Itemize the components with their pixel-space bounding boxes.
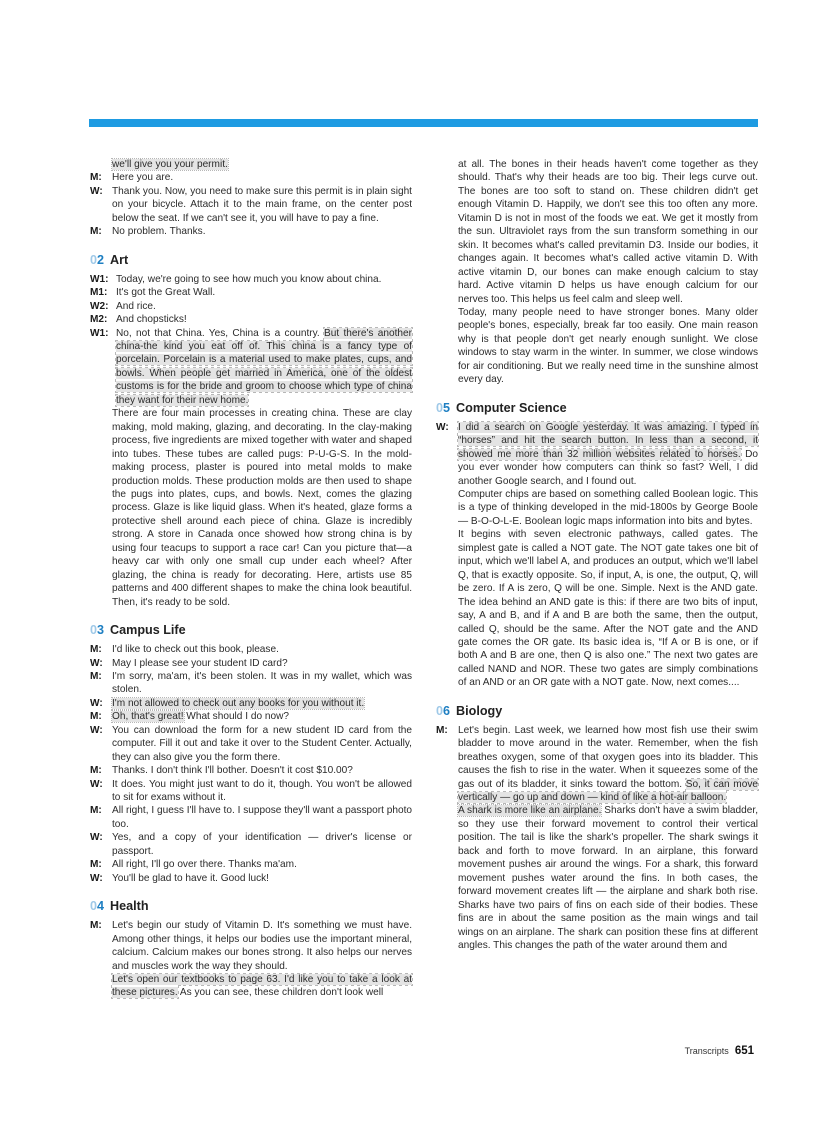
speaker-label: M: [90,805,102,817]
highlighted-text: So, it can move vertically — go up and down — kind of like a hot-air balloon. [458,778,758,804]
section-number: 4 [97,899,105,914]
section-number: 3 [97,623,105,638]
highlighted-text: A shark is more like an airplane. [458,805,602,817]
transcript-text: Here you are. [112,172,174,184]
transcript-text: It does. You might just want to do it, though. You won't be allowed to sit for exams without it. [112,778,412,804]
transcript-text: No problem. Thanks. [112,226,206,238]
section-heading [436,400,758,416]
section-number-prefix: 0 [436,703,444,718]
transcript-line [90,225,412,238]
speaker-label: M: [90,644,102,656]
speaker-label: M: [90,226,102,238]
speaker-label: W2: [90,300,109,312]
transcript-text: Thanks. I don't think I'll bother. Doesn't it cost $10.00? [112,765,353,777]
transcript-text [112,697,412,710]
transcript-line [90,872,412,885]
transcript-line [90,185,412,225]
transcript-line [90,670,412,697]
speaker-label: M: [90,765,102,777]
transcript-text [458,421,758,488]
transcript-line [90,643,412,656]
transcript-line [436,421,758,488]
speaker-label: W: [436,421,449,433]
transcript-line [90,327,412,408]
transcript-line [90,710,412,723]
transcript-text: Today, we're going to see how much you know about china. [116,273,382,285]
transcript-line [90,313,412,326]
paragraph [90,973,412,1000]
transcript-text [112,710,412,723]
speaker-label: W: [90,724,103,736]
section-heading [436,703,758,719]
page-footer [685,1045,754,1057]
transcript-line [90,724,412,764]
transcript-text-part: As you can see, these children don't look well [177,987,384,999]
speaker-label: M2: [90,314,108,326]
paragraph: at all. The bones in their heads haven't come together as they should. That's why their heads are too big. Their legs curve out. The bones are too soft to stand on. These children didn't get enough Vitamin D. Happily, we don't see this too often any more. Vitamin D is not in most of the foods we eat. We get it mostly from the sun. Ultraviolet rays from the sun transform something in our skin. It becomes what's called previtamin D3. Inside our bodies, it changes again. It becomes what's called active vitamin D. With active vitamin D, our bones can make enough calcium to stay hard. Active vitamin D helps us have enough calcium for our nerves too. This helps us feel calm and sleep well. [458,159,758,305]
highlighted-text: we'll give you your permit. [112,159,228,170]
transcript-line [90,804,412,831]
transcript-text: I'd like to check out this book, please. [112,644,279,656]
section-health [90,898,412,1000]
section-campus-life [90,622,412,885]
transcript-text: All right, I'll go over there. Thanks ma'am. [112,859,297,871]
section-number: 6 [443,703,451,718]
transcript-text: May I please see your student ID card? [112,657,288,669]
section-title: Art [110,252,129,267]
footer-label: Transcripts [684,1046,729,1056]
transcript-line [90,697,412,710]
section-number-prefix: 0 [90,899,98,914]
right-column [436,158,758,952]
speaker-label: W: [90,185,103,197]
transcript-text: You'll be glad to have it. Good luck! [112,872,269,884]
transcript-text: You can download the form for a new student ID card from the computer. Fill it out and take it over to the Student Center. Actually, they can also give you the form there. [112,724,412,763]
speaker-label: W: [90,778,103,790]
speaker-label: M: [90,859,102,871]
transcript-text: Thank you. Now, you need to make sure this permit is in plain sight on your bicycle. Attach it to the main frame, on the center post below the seat. If we can't see it, you will have to pay a fine. [112,185,412,224]
transcript-line [90,764,412,777]
transcript-line [90,778,412,805]
transcript-text-part: No, not that China. Yes, China is a country. [116,327,325,339]
section-number-prefix: 0 [90,623,98,638]
transcript-line [90,273,412,286]
transcript-text: All right, I guess I'll have to. I suppose they'll want a passport photo too. [112,805,412,830]
transcript-text [458,724,758,805]
header-accent-bar [89,119,758,127]
transcript-text: And chopsticks! [116,314,187,326]
section-title: Computer Science [456,400,567,415]
transcript-line [90,858,412,871]
transcript-line [90,286,412,299]
section-number: 5 [443,400,451,415]
section-computer-science [436,400,758,690]
speaker-label: M: [90,670,102,682]
paragraph: Computer chips are based on something called Boolean logic. This is a type of thinking developed in the mid-1800s by George Boole — B-O-O-L-E. Boolean logic maps information into bits and bytes. [458,488,758,527]
transcript-text: I'm sorry, ma'am, it's been stolen. It was in my wallet, which was stolen. [112,670,412,696]
section-biology [436,703,758,953]
section-title: Campus Life [110,623,186,638]
transcript-text: It's got the Great Wall. [116,287,216,299]
speaker-label: M: [90,920,102,932]
paragraph: Today, many people need to have stronger bones. Many older people's bones, especially, break far too easily. One main reason why is that people don't get nearly enough sunlight. We close windows to stay warm in the winter. In summer, we close windows for air conditioning. But we really need time in the sunshine almost every day. [458,306,758,386]
transcript-text: Yes, and a copy of your identification — driver's license or passport. [112,832,412,857]
section-heading [90,898,412,914]
transcript-line [90,171,412,184]
transcript-text-part: Sharks don't have a swim bladder, so they use their forward movement to control their vertical position. The tail is like the shark's propeller. The shark swings it back and forth to move forward. In an airplane, this forward movement pushes air around the wings. For a shark, this forward movement pushes water around the fins. In both cases, the forward movement creates lift — the airplane and shark both rise. Sharks have two pairs of fins on each side of their bodies. These fins are in about the same position as the main wings and tail wings on an airplane. The shark can position these fins at different angles. This changes the path of the water around them and [458,805,758,952]
paragraph [436,804,758,952]
transcript-text [116,327,412,408]
speaker-label: W: [90,697,103,709]
transcript-text-part: What should I do now? [183,711,289,723]
transcript-text-part: Do you ever wonder how computers can think so fast? Well, I did another Google search, and I found out. [458,448,758,487]
highlighted-text: I'm not allowed to check out any books for you without it. [112,697,365,709]
page-number: 651 [734,1045,754,1057]
speaker-label: M: [436,724,448,736]
section-number: 2 [97,252,105,267]
highlighted-text: I did a search on Google yesterday. It was amazing. I typed in “horses” and hit the search button. In less than a second, it showed me more than 32 million websites related to horses. [458,421,758,460]
transcript-line [90,831,412,858]
section-number-prefix: 0 [436,400,444,415]
highlighted-text: But there's another china-the kind you eat off of. This china is a fancy type of porcelain. Porcelain is a material used to make plates, cups, and bowls. When people get married in America, one of the oldest customs is for the bride and groom to choose which type of china they want for their new home. [116,327,412,406]
speaker-label: W: [90,832,103,844]
section-heading [90,252,412,268]
speaker-label: M: [90,711,102,723]
paragraph: It begins with seven electronic pathways, called gates. The simplest gate is called a NOT gate. The NOT gate takes one bit of input, which we'll label A, and produces an output, which we'll label Q, that is exactly opposite. So, if input, A, is one, the output, Q, will be zero. If A is zero, Q will be one. Simple. Next is the AND gate. The idea behind an AND gate is this: if there are two bits of input, say, A and B, and if A and B are both the same, then the output, called Q, should be the same. After the NOT gate and the AND gate comes the OR gate. Its basic idea is, “If A or B is one, or if both A and B are one, then Q is also one.” The next two gates are called NAND and NOR. These two gates are simply combinations of an AND or an OR gate with a NOT gate. Now, next comes.... [458,529,758,689]
speaker-label: W: [90,657,103,669]
transcript-line [90,657,412,670]
transcript-line [90,300,412,313]
left-column [90,158,412,1000]
transcript-line [436,724,758,805]
section-art [90,252,412,609]
transcript-text-part: Let's begin. Last week, we learned how most fish use their swim bladder to move around in the water. Remember, when the fish breathes oxygen, some of that oxygen goes into its bladder. This causes the fish to rise in the water. When it squeezes some of the gas out of its bladder, it sinks toward the bottom. [458,724,758,790]
speaker-label: W: [90,872,103,884]
speaker-label: W1: [90,273,109,285]
transcript-text: And rice. [116,300,156,312]
speaker-label: M: [90,172,102,184]
section-number-prefix: 0 [90,252,98,267]
highlighted-text: Oh, that's great! [112,711,184,723]
transcript-text: Let's begin our study of Vitamin D. It's something we must have. Among other things, it helps our bodies use the important mineral, calcium. Calcium makes our bones strong. It also helps our nerves and muscles work the way they should. [112,920,412,972]
highlighted-text: Let's open our textbooks to page 63. I'd like you to take a look at these pictures. [112,974,412,999]
paragraph: There are four main processes in creating china. These are clay making, mold making, glazing, and decorating. In the clay-making process, five ingredients are mixed together with water and shaped into tubes. These tubes are called pugs: P-U-G-S. In the mold-making process, plaster is poured into metal molds to make production molds. These production molds are then used to shape the pugs into plates, cups, and bowls. Next, comes the glazing process. Glaze is like liquid glass. When it's heated, glaze forms a protective shell around each piece of china. Glaze is incredibly strong. A store in Canada once showed how strong china is by using four teacups to support a race car! Can you picture that—a heavy car with only one small cup under each wheel? After glazing, the china is ready for decorating. Here, artists use 85 patterns and 400 different shapes to make the china look beautiful. Then, it's ready to be sold. [112,408,412,608]
section-title: Health [110,899,149,914]
section-title: Biology [456,703,503,718]
section-heading [90,622,412,638]
speaker-label: M1: [90,287,108,299]
transcript-line [90,158,412,171]
transcript-line [90,919,412,973]
speaker-label: W1: [90,327,109,339]
